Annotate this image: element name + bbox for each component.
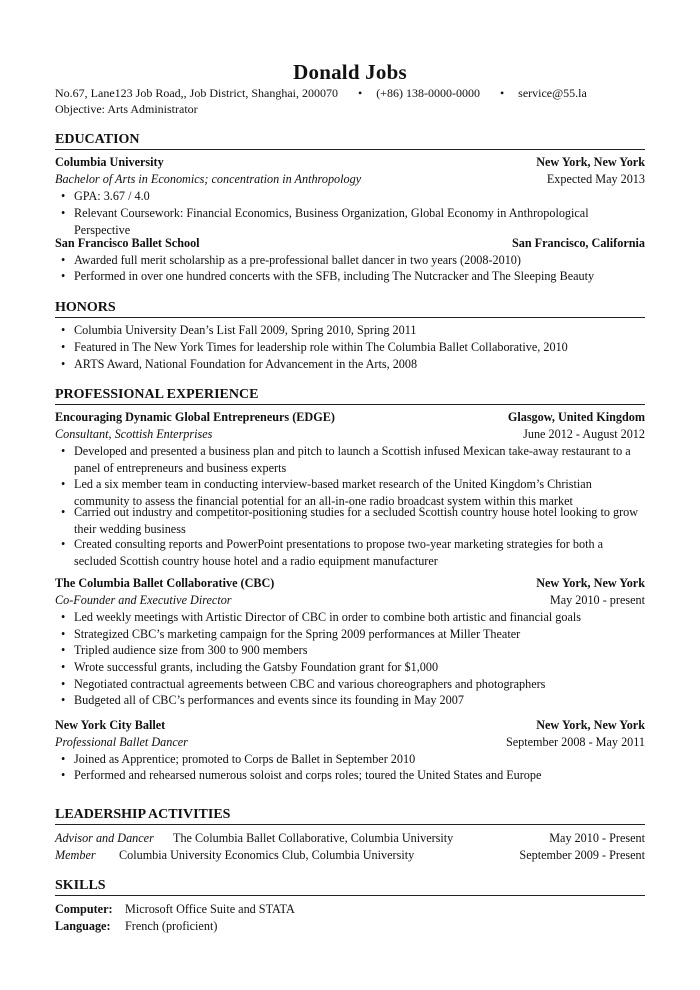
- leadership-org: The Columbia Ballet Collaborative, Columbia University: [173, 831, 454, 845]
- school-location: New York, New York: [536, 155, 645, 169]
- candidate-name: Donald Jobs: [293, 60, 407, 84]
- education-entry-header: [55, 154, 645, 171]
- list-item: • Developed and presented a business plan and pitch to launch a Scottish infused Mexican take-away restaurant to a panel of entrepreneurs and business experts: [61, 444, 631, 475]
- job-title: Co-Founder and Executive Director: [55, 593, 232, 607]
- section-title-leadership: LEADERSHIP ACTIVITIES: [55, 807, 645, 825]
- leadership-item: [55, 847, 645, 864]
- school-name: Columbia University: [55, 155, 164, 169]
- list-item: • Awarded full merit scholarship as a pre-professional ballet dancer in two years (2008-2010): [61, 253, 521, 267]
- leadership-item: [55, 830, 645, 847]
- job-location: New York, New York: [536, 718, 645, 732]
- school-name: San Francisco Ballet School: [55, 236, 200, 250]
- separator-dot: •: [499, 86, 505, 100]
- employer-name: Encouraging Dynamic Global Entrepreneurs (EDGE): [55, 410, 335, 424]
- section-title-honors: HONORS: [55, 300, 645, 318]
- leadership-dates: September 2009 - Present: [519, 848, 645, 862]
- bullet-icon: •: [61, 505, 66, 519]
- list-item: • Columbia University Dean’s List Fall 2009, Spring 2010, Spring 2011: [61, 323, 417, 337]
- job-subheader: [55, 592, 645, 609]
- bullet-icon: •: [61, 444, 66, 458]
- bullet-icon: •: [61, 643, 66, 657]
- skill-item: [55, 918, 217, 935]
- leadership-org: Columbia University Economics Club, Columbia University: [119, 848, 415, 862]
- address: No.67, Lane123 Job Road,, Job District, Shanghai, 200070: [55, 86, 338, 100]
- section-title-education: EDUCATION: [55, 132, 645, 150]
- school-location: San Francisco, California: [511, 236, 645, 250]
- bullet-icon: •: [61, 752, 66, 766]
- leadership-dates: May 2010 - Present: [549, 831, 645, 845]
- job-dates: June 2012 - August 2012: [523, 427, 645, 441]
- job-subheader: [55, 426, 645, 443]
- separator-dot: •: [357, 86, 363, 100]
- list-item: • Led a six member team in conducting interview-based market research of the United Kingdom’s Christian community to assess the financial potential for an all-in-one radio broadcast system within this market: [61, 477, 592, 508]
- job-header: [55, 575, 645, 592]
- list-item: • Wrote successful grants, including the Gatsby Foundation grant for $1,000: [61, 660, 439, 674]
- list-item: • GPA: 3.67 / 4.0: [61, 189, 150, 203]
- bullet-icon: •: [61, 610, 66, 624]
- bullet-icon: •: [61, 660, 66, 674]
- skill-key: Language:: [55, 919, 111, 933]
- job-subheader: [55, 734, 645, 751]
- list-item: • Led weekly meetings with Artistic Director of CBC in order to combine both artistic and financial goals: [61, 610, 582, 624]
- list-item: • Featured in The New York Times for leadership role within The Columbia Ballet Collaborative, 2010: [61, 340, 568, 354]
- graduation-date: Expected May 2013: [546, 172, 645, 186]
- bullet-icon: •: [61, 340, 66, 354]
- education-entry-subheader: [55, 171, 645, 188]
- bullet-icon: •: [61, 477, 66, 491]
- bullet-icon: •: [61, 768, 66, 782]
- employer-name: New York City Ballet: [55, 718, 166, 732]
- list-item: • Tripled audience size from 300 to 900 members: [61, 643, 308, 657]
- skill-value: Microsoft Office Suite and STATA: [125, 902, 295, 916]
- phone: (+86) 138-0000-0000: [376, 86, 480, 100]
- job-dates: May 2010 - present: [549, 593, 645, 607]
- bullet-icon: •: [61, 269, 66, 283]
- job-header: [55, 409, 645, 426]
- job-location: New York, New York: [536, 576, 645, 590]
- bullet-icon: •: [61, 189, 66, 203]
- list-item: • Budgeted all of CBC’s performances and events since its founding in May 2007: [61, 693, 464, 707]
- job-title: Professional Ballet Dancer: [55, 735, 188, 749]
- bullet-icon: •: [61, 627, 66, 641]
- list-item: • Negotiated contractual agreements between CBC and various choreographers and photographers: [61, 677, 546, 691]
- bullet-icon: •: [61, 357, 66, 371]
- bullet-icon: •: [61, 253, 66, 267]
- list-item: • Carried out industry and competitor-positioning studies for a secluded Scottish country house hotel looking to grow their wedding business: [61, 505, 639, 536]
- list-item: • Created consulting reports and PowerPoint presentations to propose two-year marketing strategies for both a secluded Scottish country house hotel and a radio equipment manufacturer: [61, 537, 604, 568]
- section-title-skills: SKILLS: [55, 878, 645, 896]
- contact-line: [55, 86, 645, 101]
- employer-name: The Columbia Ballet Collaborative (CBC): [55, 576, 275, 590]
- skill-value: French (proficient): [125, 919, 218, 933]
- list-item: • Performed in over one hundred concerts with the SFB, including The Nutcracker and The Sleeping Beauty: [61, 269, 595, 283]
- bullet-icon: •: [61, 537, 66, 551]
- bullet-icon: •: [61, 323, 66, 337]
- leadership-role: Advisor and Dancer: [55, 831, 154, 845]
- skill-item: [55, 901, 295, 918]
- job-title: Consultant, Scottish Enterprises: [55, 427, 213, 441]
- list-item: • Relevant Coursework: Financial Economics, Business Organization, Global Economy in Anthropological Perspective: [61, 206, 589, 237]
- skill-key: Computer:: [55, 902, 113, 916]
- bullet-icon: •: [61, 206, 66, 220]
- email-link[interactable]: service@55.la: [518, 86, 587, 100]
- list-item: • Performed and rehearsed numerous soloist and corps roles; toured the United States and Europe: [61, 768, 542, 782]
- section-title-experience: PROFESSIONAL EXPERIENCE: [55, 387, 645, 405]
- list-item: • Joined as Apprentice; promoted to Corps de Ballet in September 2010: [61, 752, 416, 766]
- bullet-icon: •: [61, 677, 66, 691]
- list-item: • ARTS Award, National Foundation for Advancement in the Arts, 2008: [61, 357, 418, 371]
- education-entry-header: [55, 235, 645, 252]
- degree: Bachelor of Arts in Economics; concentration in Anthropology: [55, 172, 362, 186]
- list-item: • Strategized CBC’s marketing campaign for the Spring 2009 performances at Miller Theater: [61, 627, 521, 641]
- job-location: Glasgow, United Kingdom: [507, 410, 645, 424]
- objective: Objective: Arts Administrator: [55, 102, 198, 116]
- job-header: [55, 717, 645, 734]
- job-dates: September 2008 - May 2011: [505, 735, 645, 749]
- leadership-role: Member: [55, 848, 96, 862]
- bullet-icon: •: [61, 693, 66, 707]
